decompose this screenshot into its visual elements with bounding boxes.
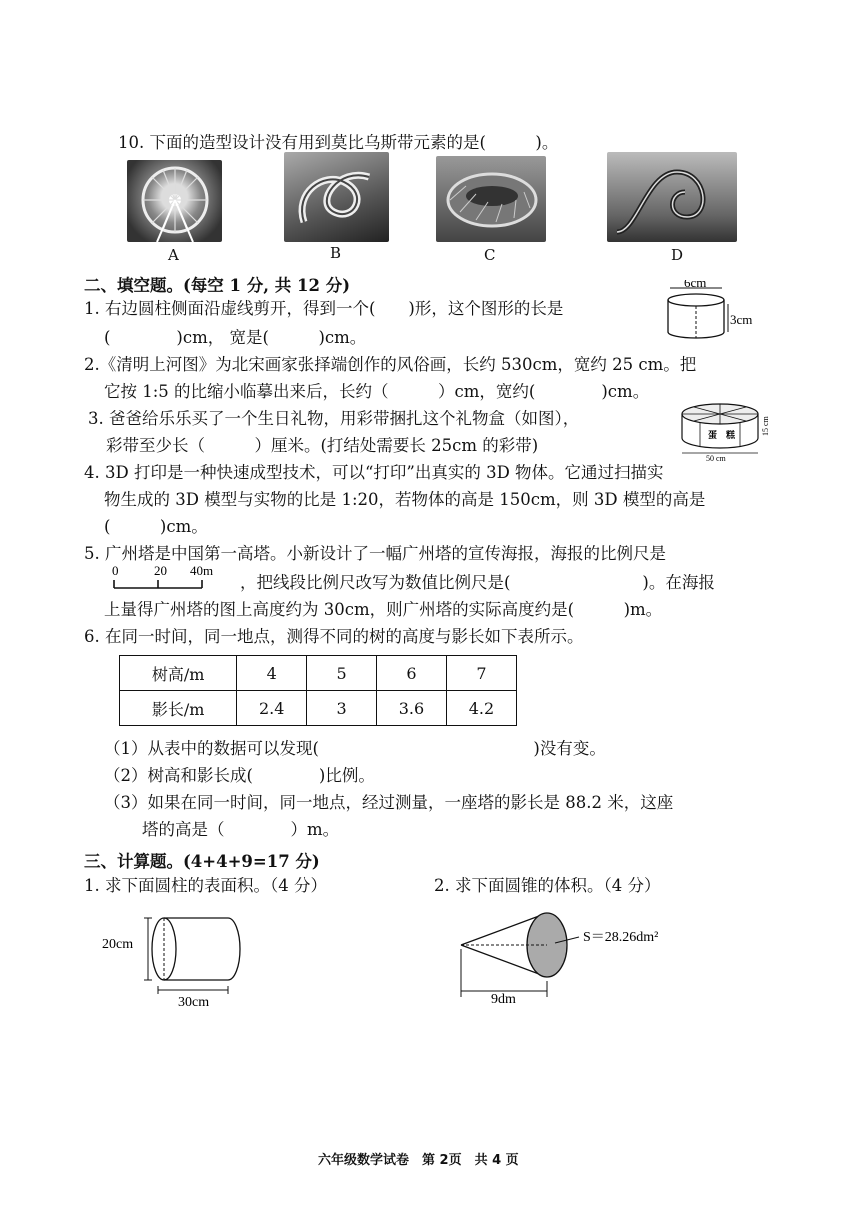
s2-q2-line1: 2.《清明上河图》为北宋画家张择端创作的风俗画，长约 530cm，宽约 25 cm。把 [84,355,697,374]
s2-q6-sub2: （2）树高和影长成( )比例。 [104,766,375,785]
cylinder-figure [664,280,774,350]
box-height-label: 15 cm [761,416,770,436]
s2-q6-sub3-line2: 塔的高是（ ）m。 [142,820,340,839]
table-row [120,691,517,726]
section2-title: 二、填空题。(每空 1 分, 共 12 分) [84,276,351,295]
s3-q2-text: 2. 求下面圆锥的体积。（4 分） [434,876,661,895]
s2-q4-line1: 4. 3D 打印是一种快速成型技术，可以“打印”出真实的 3D 物体。它通过扫描实 [84,463,664,482]
table-cell: 3.6 [376,691,446,726]
cylinder-surface-figure [100,910,250,1010]
table-cell: 树高/m [120,656,237,691]
cone-area-label: S＝28.26dm² [583,930,659,945]
box-text-1: 蛋 [708,430,718,440]
s2-q6-sub3-line1: （3）如果在同一时间，同一地点，经过测量，一座塔的影长是 88.2 米，这座 [104,793,674,812]
option-d-label: D [671,246,684,264]
s3-q1-text: 1. 求下面圆柱的表面积。（4 分） [84,876,327,895]
cyl-length-label: 30cm [178,995,210,1010]
cone-volume-figure [455,905,705,1005]
table-cell: 影长/m [120,691,237,726]
option-a-label: A [168,246,179,264]
cone-length-label: 9dm [491,992,516,1005]
box-text-2: 糕 [726,430,736,440]
s2-q3-line1: 3. 爸爸给乐乐买了一个生日礼物，用彩带捆扎这个礼物盒（如图）， [88,409,580,428]
s2-q2-line2: 它按 1:5 的比缩小临摹出来后，长约（ ）cm，宽约( )cm。 [104,382,650,401]
table-cell: 4 [237,656,307,691]
scale-label-40m: 40m [190,563,214,578]
cylinder-width-label: 6cm [684,280,707,290]
table-row [120,656,517,691]
option-c-label: C [484,246,496,264]
box-width-label: 50 cm [706,454,726,462]
table-cell: 3 [307,691,377,726]
s2-q5-line1: 5. 广州塔是中国第一高塔。小新设计了一幅广州塔的宣传海报，海报的比例尺是 [84,544,666,563]
gift-box-figure [676,398,776,462]
option-c-image[interactable] [436,156,546,242]
twisted-ring-sculpture-icon [436,156,546,242]
s2-q6-sub1: （1）从表中的数据可以发现( )没有变。 [104,739,606,758]
mobius-staircase-icon [284,152,389,242]
table-cell: 5 [307,656,377,691]
s2-q4-line3: ( )cm。 [104,517,208,536]
cylinder-height-label: 3cm [730,312,753,327]
q10-text: 10. 下面的造型设计没有用到莫比乌斯带元素的是( )。 [118,133,559,152]
s2-q1-line2: ( )cm， 宽是( )cm。 [104,328,367,347]
cyl-height-label: 20cm [102,937,134,952]
s2-q6-line1: 6. 在同一时间，同一地点，测得不同的树的高度与影长如下表所示。 [84,627,584,646]
s2-q5-line2: ，把线段比例尺改写为数值比例尺是( )。在海报 [240,573,715,592]
ferris-wheel-icon [127,160,222,242]
table-cell: 2.4 [237,691,307,726]
table-cell: 7 [446,656,516,691]
table-cell: 6 [376,656,446,691]
page-footer: 六年级数学试卷 第 2页 共 4 页 [318,1153,519,1168]
s2-q4-line2: 物生成的 3D 模型与实物的比是 1:20，若物体的高是 150cm，则 3D 模型的高是 [104,490,706,509]
s2-q3-line2: 彩带至少长（ ）厘米。(打结处需要长 25cm 的彩带) [106,436,539,455]
option-b-label: B [330,244,342,262]
tree-shadow-table [119,655,517,726]
scale-bar [108,562,238,598]
roller-coaster-loop-icon [607,152,737,242]
table-cell: 4.2 [446,691,516,726]
option-a-image[interactable] [127,160,222,242]
section3-title: 三、计算题。(4+4+9=17 分) [84,852,320,871]
s2-q5-line3: 上量得广州塔的图上高度约为 30cm，则广州塔的实际高度约是( )m。 [104,600,663,619]
option-d-image[interactable] [607,152,737,242]
scale-label-0: 0 [112,563,119,578]
option-b-image[interactable] [284,152,389,242]
scale-label-20: 20 [154,563,167,578]
s2-q1-line1: 1. 右边圆柱侧面沿虚线剪开，得到一个( )形，这个图形的长是 [84,299,564,318]
